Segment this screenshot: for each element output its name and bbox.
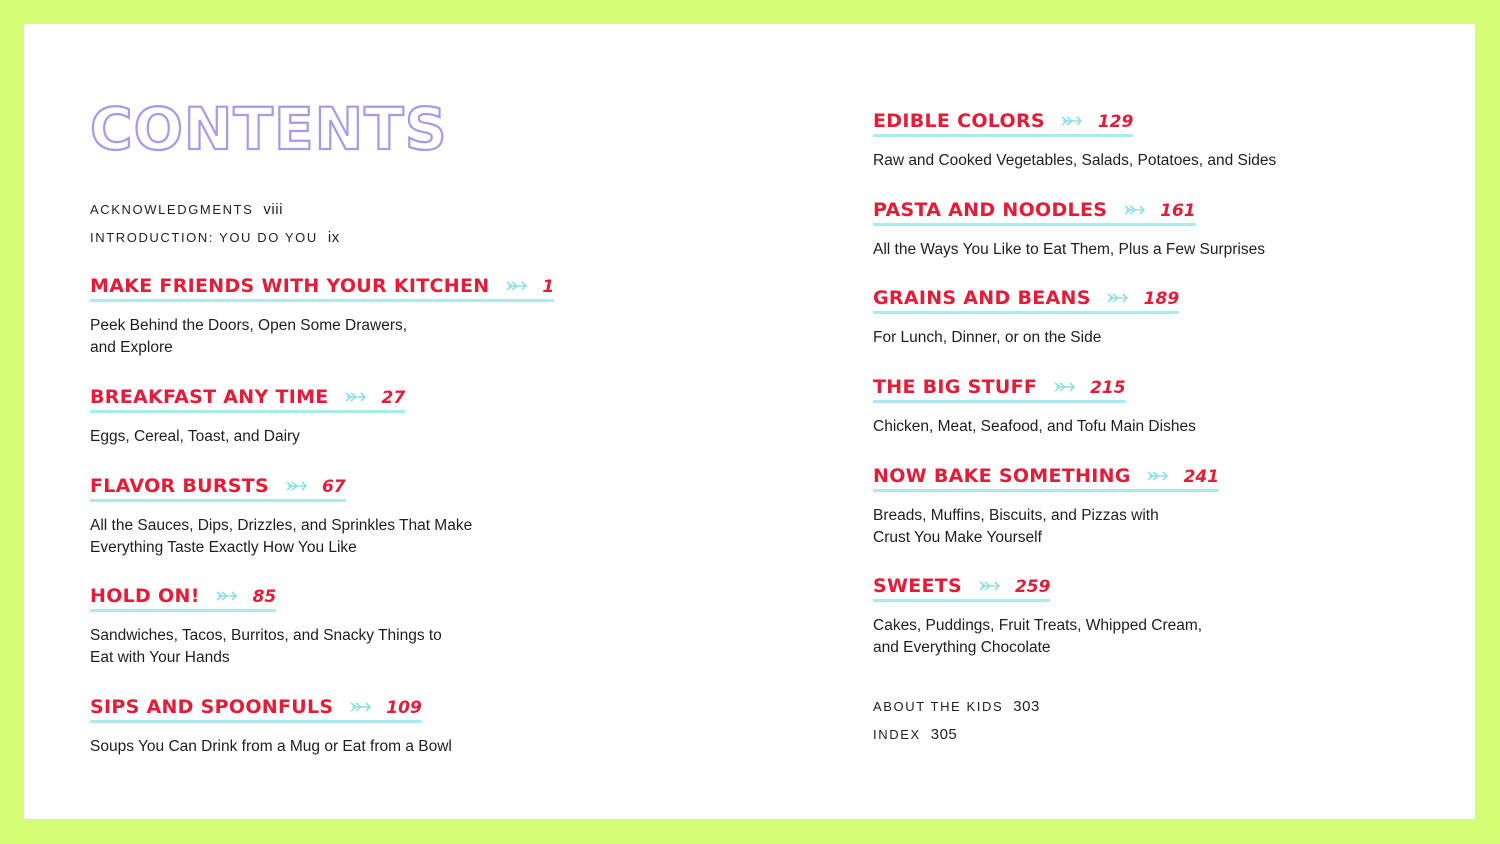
chapter-page: 129 bbox=[1097, 112, 1134, 132]
chapter-entry[interactable] bbox=[873, 289, 1179, 349]
chapter-entry[interactable] bbox=[873, 201, 1265, 261]
chapter-description bbox=[90, 736, 452, 758]
chapter-description bbox=[873, 150, 1276, 172]
chapter-heading[interactable] bbox=[873, 201, 1196, 226]
chapter-entry[interactable] bbox=[90, 277, 554, 359]
double-chevron-arrow-icon bbox=[506, 280, 528, 296]
double-chevron-arrow-icon bbox=[1124, 204, 1146, 220]
description-line: Eat with Your Hands bbox=[90, 649, 230, 666]
chapter-page: 161 bbox=[1160, 201, 1196, 221]
chapter-heading[interactable] bbox=[90, 388, 405, 413]
description-line: Everything Taste Exactly How You Like bbox=[90, 539, 357, 556]
description-line: Sandwiches, Tacos, Burritos, and Snacky Things to bbox=[90, 627, 442, 644]
chapter-heading[interactable] bbox=[90, 477, 346, 502]
chapter-description bbox=[873, 505, 1219, 549]
chapter-description bbox=[873, 615, 1202, 659]
double-chevron-arrow-icon bbox=[1107, 292, 1129, 308]
double-chevron-arrow-icon bbox=[1054, 381, 1076, 397]
chapter-title: MAKE FRIENDS WITH YOUR KITCHEN bbox=[90, 275, 490, 297]
front-matter-page: ix bbox=[327, 229, 340, 246]
chapter-heading[interactable] bbox=[873, 112, 1133, 137]
chapter-page: 241 bbox=[1183, 467, 1220, 487]
chapter-entry[interactable] bbox=[873, 577, 1202, 659]
chapter-title: FLAVOR BURSTS bbox=[90, 475, 270, 497]
description-line: Cakes, Puddings, Fruit Treats, Whipped Cream, bbox=[873, 617, 1203, 634]
chapter-page: 259 bbox=[1014, 577, 1051, 597]
back-matter-label: INDEX bbox=[873, 727, 921, 742]
chapter-page: 189 bbox=[1143, 289, 1180, 309]
chapter-title: SWEETS bbox=[873, 575, 963, 597]
description-line: All the Sauces, Dips, Drizzles, and Sprinkles That Make bbox=[90, 517, 473, 534]
double-chevron-arrow-icon bbox=[345, 391, 367, 407]
chapter-heading[interactable] bbox=[90, 587, 276, 612]
chapter-description bbox=[90, 426, 405, 448]
double-chevron-arrow-icon bbox=[216, 590, 238, 606]
chapter-page: 215 bbox=[1090, 378, 1126, 398]
front-matter-acknowledgments[interactable] bbox=[90, 201, 283, 218]
chapter-entry[interactable] bbox=[90, 477, 472, 559]
chapter-description bbox=[90, 625, 442, 669]
chapter-page: 109 bbox=[386, 698, 422, 718]
description-line: Soups You Can Drink from a Mug or Eat from a Bowl bbox=[90, 738, 452, 755]
front-matter-page: viii bbox=[263, 201, 283, 218]
page-title: CONTENTS bbox=[90, 95, 448, 163]
chapter-page: 27 bbox=[381, 388, 406, 408]
chapter-title: BREAKFAST ANY TIME bbox=[90, 386, 329, 408]
chapter-heading[interactable] bbox=[873, 577, 1050, 602]
chapter-entry[interactable] bbox=[90, 587, 442, 669]
chapter-heading[interactable] bbox=[90, 698, 422, 723]
back-matter-index[interactable] bbox=[873, 726, 957, 743]
back-matter-label: ABOUT THE KIDS bbox=[873, 699, 1004, 714]
chapter-description bbox=[90, 315, 554, 359]
back-matter-page: 303 bbox=[1013, 698, 1040, 715]
chapter-title: SIPS AND SPOONFULS bbox=[90, 696, 334, 718]
description-line: Eggs, Cereal, Toast, and Dairy bbox=[90, 428, 300, 445]
description-line: Raw and Cooked Vegetables, Salads, Potatoes, and Sides bbox=[873, 152, 1277, 169]
description-line: Peek Behind the Doors, Open Some Drawers, bbox=[90, 317, 408, 334]
chapter-title: EDIBLE COLORS bbox=[873, 110, 1045, 132]
chapter-title: PASTA AND NOODLES bbox=[873, 199, 1108, 221]
chapter-page: 85 bbox=[252, 587, 277, 607]
front-matter-label: ACKNOWLEDGMENTS bbox=[90, 202, 254, 217]
chapter-title: NOW BAKE SOMETHING bbox=[873, 465, 1131, 487]
chapter-entry[interactable] bbox=[873, 467, 1219, 549]
description-line: Crust You Make Yourself bbox=[873, 529, 1042, 546]
contents-page bbox=[24, 24, 1475, 819]
chapter-entry[interactable] bbox=[873, 378, 1196, 438]
back-matter-about-the-kids[interactable] bbox=[873, 698, 1040, 715]
front-matter-introduction[interactable] bbox=[90, 229, 340, 246]
chapter-page: 1 bbox=[542, 277, 555, 297]
description-line: For Lunch, Dinner, or on the Side bbox=[873, 329, 1102, 346]
description-line: All the Ways You Like to Eat Them, Plus a Few Surprises bbox=[873, 241, 1265, 258]
front-matter-label: INTRODUCTION: YOU DO YOU bbox=[90, 230, 318, 245]
double-chevron-arrow-icon bbox=[1147, 470, 1169, 486]
chapter-entry[interactable] bbox=[90, 388, 405, 448]
chapter-page: 67 bbox=[321, 477, 346, 497]
chapter-heading[interactable] bbox=[90, 277, 554, 302]
description-line: and Explore bbox=[90, 339, 173, 356]
chapter-title: GRAINS AND BEANS bbox=[873, 287, 1091, 309]
chapter-description bbox=[873, 327, 1179, 349]
description-line: and Everything Chocolate bbox=[873, 639, 1051, 656]
chapter-heading[interactable] bbox=[873, 467, 1219, 492]
double-chevron-arrow-icon bbox=[350, 701, 372, 717]
double-chevron-arrow-icon bbox=[286, 480, 308, 496]
chapter-description bbox=[873, 416, 1196, 438]
chapter-description bbox=[873, 239, 1265, 261]
description-line: Breads, Muffins, Biscuits, and Pizzas with bbox=[873, 507, 1159, 524]
chapter-heading[interactable] bbox=[873, 378, 1126, 403]
chapter-entry[interactable] bbox=[873, 112, 1276, 172]
chapter-description bbox=[90, 515, 472, 559]
double-chevron-arrow-icon bbox=[979, 580, 1001, 596]
chapter-title: THE BIG STUFF bbox=[873, 376, 1038, 398]
chapter-heading[interactable] bbox=[873, 289, 1179, 314]
description-line: Chicken, Meat, Seafood, and Tofu Main Dishes bbox=[873, 418, 1196, 435]
chapter-entry[interactable] bbox=[90, 698, 452, 758]
back-matter-page: 305 bbox=[930, 726, 958, 743]
chapter-title: HOLD ON! bbox=[90, 585, 200, 607]
double-chevron-arrow-icon bbox=[1061, 115, 1083, 131]
